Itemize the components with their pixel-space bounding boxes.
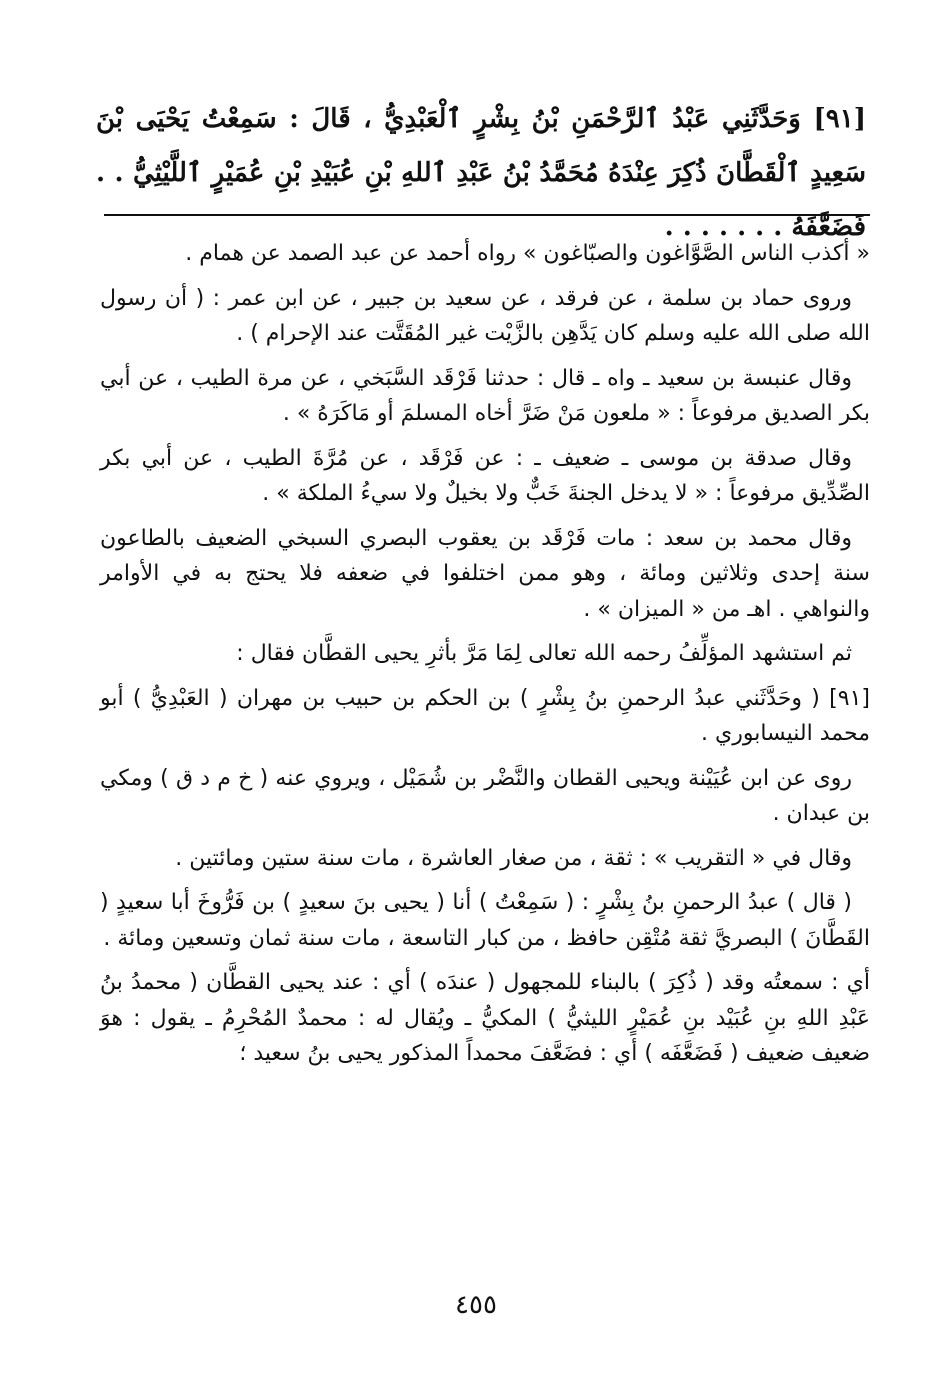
commentary-paragraph: أي : سمعتُه وقد ( ذُكِرَ ) بالبناء للمجهول ( عندَه ) أي : عند يحيى القطَّان ( محمدُ بنُ عَبْدِ اللهِ بنِ عُبَيْد بنِ عُمَيْرٍ الليثيُّ ) المكيُّ ـ ويُقال له : محمدٌ المُحْرِمُ ـ يقول : هوَ ضعيف ضعيف ( فَضَعَّفَه ) أي : فضَعَّفَ محمداً المذكور يحيى بنُ سعيد ؛ bbox=[100, 970, 870, 1066]
commentary-paragraph: وروى حماد بن سلمة ، عن فرقد ، عن سعيد بن جبير ، عن ابن عمر : ( أن رسول الله صلى الله عليه وسلم كان يَدَّهِن بالزَّيْت غير المُقَتَّت عند الإحرام ) . bbox=[100, 285, 870, 346]
commentary-paragraph: « أكذب الناس الصَّوَّاغون والصبّاغون » رواه أحمد عن عبد الصمد عن همام . bbox=[185, 241, 870, 266]
commentary-paragraph: وقال محمد بن سعد : مات فَرْقَد بن يعقوب البصري السبخي الضعيف بالطاعون سنة إحدى وثلاثين ومائة ، وهو ممن اختلفوا في ضعفه فلا يحتج به في الأوامر والنواهي . اهـ من « الميزان » . bbox=[100, 525, 870, 622]
commentary-body bbox=[100, 236, 870, 1081]
page-number: ٤٥٥ bbox=[455, 1290, 497, 1320]
commentary-paragraph: ثم استشهد المؤلِّفُ رحمه الله تعالى لِمَا مَرَّ بأثرِ يحيى القطَّان فقال : bbox=[236, 641, 852, 666]
section-divider bbox=[104, 214, 870, 216]
commentary-paragraph: ( قال ) عبدُ الرحمنِ بنُ بِشْرٍ : ( سَمِعْتُ ) أنا ( يحيى بنَ سعيدٍ ) بن فَرُّوخَ أبا سعيدٍ ( القَطَّانَ ) البصريَّ ثقة مُتْقِن حافظ ، من كبار التاسعة ، مات سنة ثمان وتسعين ومائة . bbox=[100, 890, 870, 951]
commentary-paragraph: وقال في « التقريب » : ثقة ، من صغار العاشرة ، مات سنة ستين ومائتين . bbox=[175, 845, 852, 871]
commentary-paragraph: وقال عنبسة بن سعيد ـ واه ـ قال : حدثنا فَرْقَد السَّبَخي ، عن مرة الطيب ، عن أبي بكر الصديق مرفوعاً : « ملعون مَنْ ضَرَّ أخاه المسلمَ أو مَاكَرَهُ » . bbox=[100, 365, 870, 426]
commentary-paragraph: وقال صدقة بن موسى ـ ضعيف ـ : عن فَرْقَد ، عن مُرَّةَ الطيب ، عن أبي بكر الصِّدِّيق مرفوعاً : « لا يدخل الجنةَ خَبٌّ ولا بخيلٌ ولا سيءُ الملكة » . bbox=[100, 445, 870, 506]
commentary-paragraph: روى عن ابن عُيَيْنة ويحيى القطان والنَّضْر بن شُمَيْل ، ويروي عنه ( خ م د ق ) ومكي بن عبدان . bbox=[100, 765, 870, 826]
hadith-main-text: [٩١] وَحَدَّثَنِي عَبْدُ ٱلرَّحْمَنِ بْنُ بِشْرٍ ٱلْعَبْدِيُّ ، قَالَ : سَمِعْتُ يَحْيَى بْنَ سَعِيدٍ ٱلْقَطَّانَ ذُكِرَ عِنْدَهُ مُحَمَّدُ بْنُ عَبْدِ ٱللهِ بْنِ عُبَيْدِ بْنِ عُمَيْرٍ ٱللَّيْثِيُّ . . فَضَعَّفَهُ . . . . . . . bbox=[96, 104, 866, 242]
commentary-paragraph: [٩١] ( وحَدَّثَني عبدُ الرحمنِ بنُ بِشْرٍ ) بن الحكم بن حبيب بن مهران ( العَبْدِيُّ ) أبو محمد النيسابوري . bbox=[100, 685, 870, 746]
